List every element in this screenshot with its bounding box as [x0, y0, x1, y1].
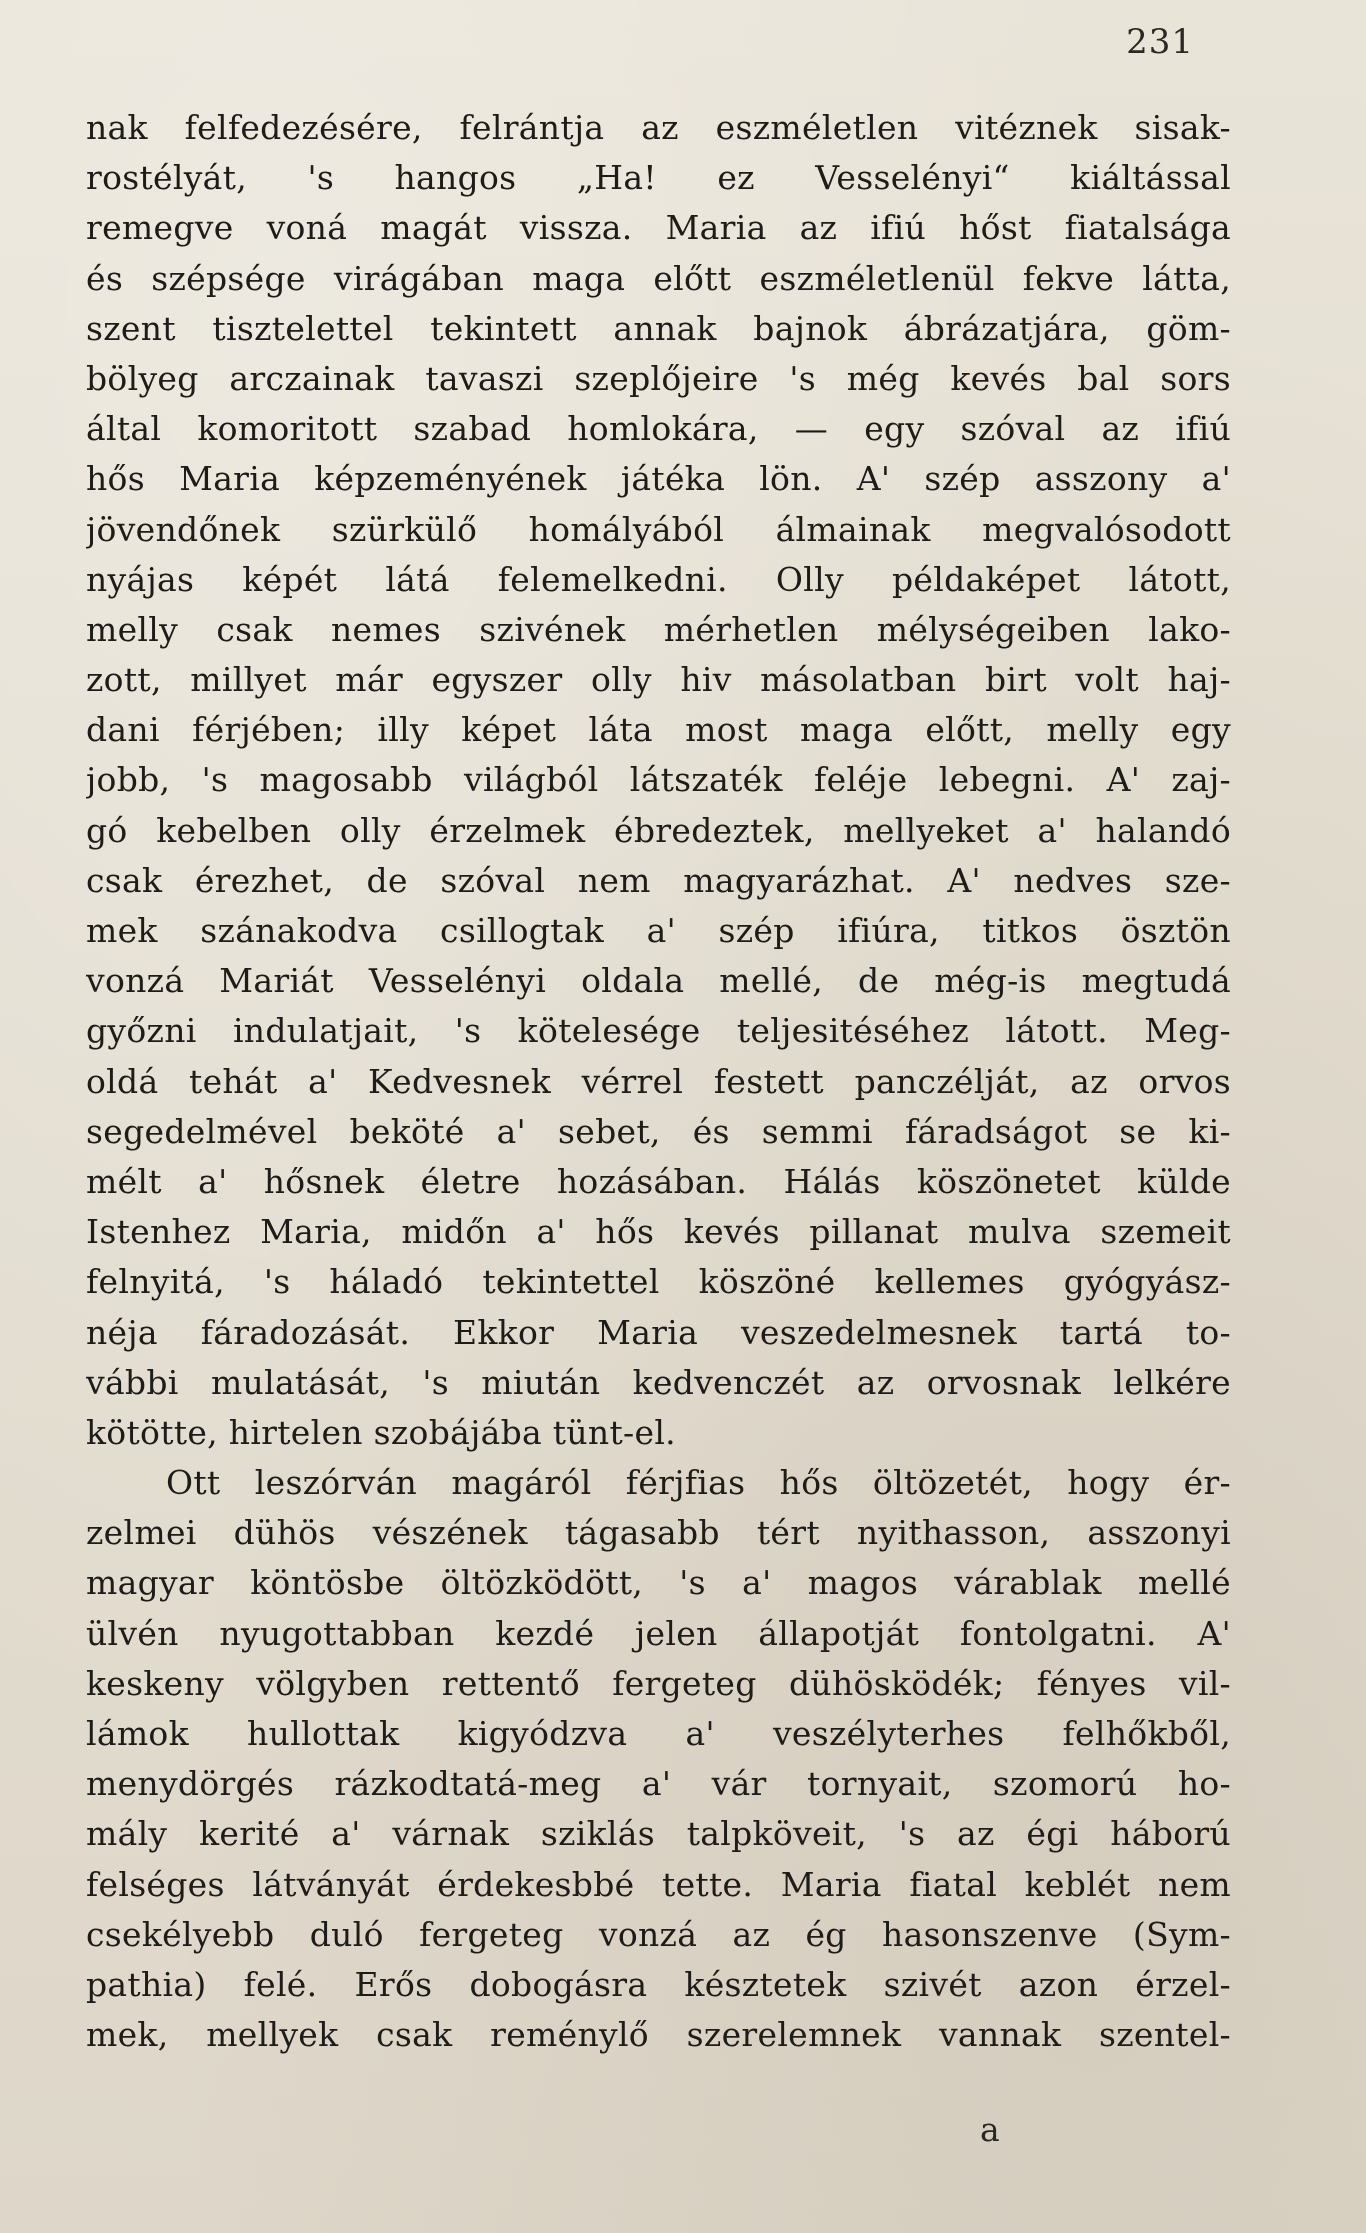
text-line: oldá tehát a' Kedvesnek vérrel festett panczélját, az orvos [86, 1061, 1231, 1101]
text-line: nyájas képét látá felemelkedni. Olly példaképet látott, [86, 559, 1231, 599]
text-line: pathia) felé. Erős dobogásra késztetek szivét azon érzel- [86, 1964, 1231, 2004]
text-line: mélt a' hősnek életre hozásában. Hálás köszönetet külde [86, 1161, 1231, 1201]
text-line: csekélyebb duló fergeteg vonzá az ég hasonszenve (Sym- [86, 1914, 1231, 1954]
text-line: és szépsége virágában maga előtt eszméletlenül fekve látta, [86, 258, 1231, 298]
text-line: Istenhez Maria, midőn a' hős kevés pillanat mulva szemeit [86, 1212, 1231, 1252]
text-line: által komoritott szabad homlokára, — egy szóval az ifiú [86, 409, 1231, 449]
text-line: lámok hullottak kigyódzva a' veszélyterhes felhőkből, [86, 1714, 1231, 1753]
text-line: vonzá Mariát Vesselényi oldala mellé, de még-is megtudá [86, 961, 1231, 1001]
text-line: jobb, 's magosabb világból látszaték feléje lebegni. A' zaj- [86, 760, 1231, 800]
text-line: néja fáradozását. Ekkor Maria veszedelmesnek tartá to- [86, 1312, 1231, 1352]
text-line: zelmei dühös vészének tágasabb tért nyithasson, asszonyi [86, 1513, 1231, 1553]
text-line: zott, millyet már egyszer olly hiv másolatban birt volt haj- [86, 660, 1231, 700]
text-line: felséges látványát érdekesbbé tette. Maria fiatal keblét nem [86, 1864, 1231, 1904]
paragraph-end-line: kötötte, hirtelen szobájába tünt-el. [86, 1412, 676, 1452]
text-line: hős Maria képzeményének játéka lön. A' szép asszony a' [86, 459, 1231, 499]
text-line: dani férjében; illy képet láta most maga előtt, melly egy [86, 710, 1231, 750]
text-line: vábbi mulatását, 's miután kedvenczét az orvosnak lelkére [86, 1362, 1231, 1402]
text-line: mály kerité a' várnak sziklás talpköveit, 's az égi háború [86, 1814, 1231, 1854]
catchword: a [980, 2110, 1000, 2149]
text-line: keskeny völgyben rettentő fergeteg dühösködék; fényes vil- [86, 1663, 1231, 1703]
text-line: nak felfedezésére, felrántja az eszméletlen vitéznek sisak- [86, 108, 1231, 147]
text-line: szent tisztelettel tekintett annak bajnok ábrázatjára, göm- [86, 308, 1231, 348]
text-line: mek szánakodva csillogtak a' szép ifiúra, titkos ösztön [86, 911, 1231, 950]
text-line: rostélyát, 's hangos „Ha! ez Vesselényi“ kiáltással [86, 158, 1231, 198]
text-line: menydörgés rázkodtatá-meg a' vár tornyait, szomorú ho- [86, 1764, 1231, 1804]
text-line: csak érezhet, de szóval nem magyarázhat. A' nedves sze- [86, 860, 1231, 900]
text-line: remegve voná magát vissza. Maria az ifiú hőst fiatalsága [86, 208, 1231, 248]
text-line: mek, mellyek csak reménylő szerelemnek vannak szentel- [86, 2015, 1231, 2055]
text-line: bölyeg arczainak tavaszi szeplőjeire 's még kevés bal sors [86, 358, 1231, 398]
text-line: magyar köntösbe öltözködött, 's a' magos várablak mellé [86, 1563, 1231, 1603]
page-number: 231 [1126, 22, 1194, 62]
text-line: segedelmével beköté a' sebet, és semmi fáradságot se ki- [86, 1111, 1231, 1151]
body-text [86, 103, 1231, 2060]
text-line: jövendőnek szürkülő homályából álmainak megvalósodott [86, 509, 1231, 549]
text-line: győzni indulatjait, 's kötelesége teljesitéséhez látott. Meg- [86, 1011, 1231, 1051]
paragraph-start-line: Ott leszórván magáról férjfias hős öltözetét, hogy ér- [166, 1463, 1231, 1503]
text-line: gó kebelben olly érzelmek ébredeztek, mellyeket a' halandó [86, 810, 1231, 850]
text-line: melly csak nemes szivének mérhetlen mélységeiben lako- [86, 609, 1231, 649]
text-line: ülvén nyugottabban kezdé jelen állapotját fontolgatni. A' [86, 1613, 1231, 1653]
text-line: felnyitá, 's háladó tekintettel köszöné kellemes gyógyász- [86, 1262, 1231, 1302]
